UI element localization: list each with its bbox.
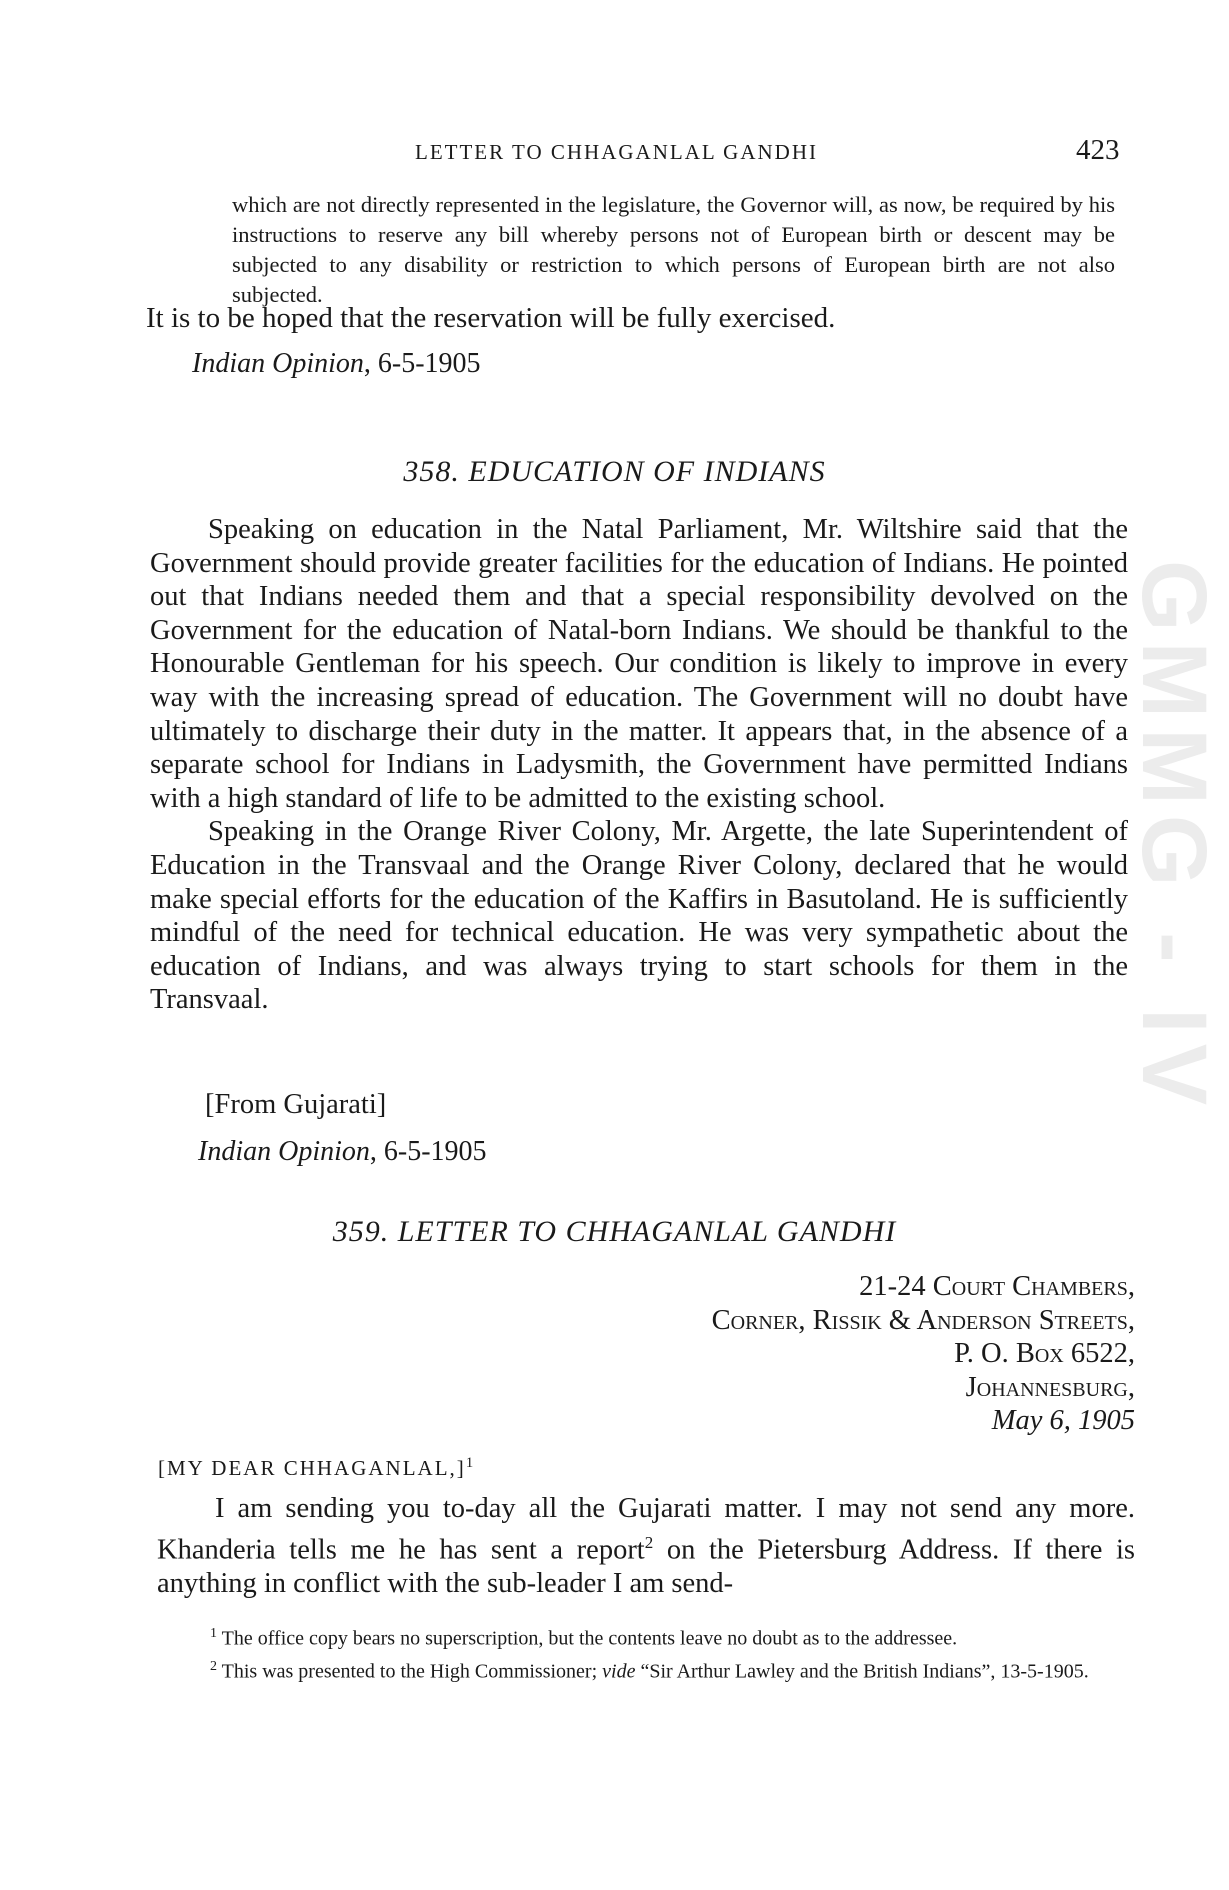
- footnote-mark: 1: [210, 1626, 217, 1641]
- address-line: Corner, Rissik & Anderson Streets,: [711, 1304, 1135, 1336]
- page-number: 423: [1076, 134, 1120, 166]
- footnote-text: This was presented to the High Commissioner;: [221, 1660, 603, 1683]
- article-body-358: [150, 513, 1128, 1017]
- body-text-end: on the Pietersburg Address. If there is anything in conflict with the sub-leader I am send-: [157, 1534, 1135, 1599]
- salutation: [158, 1455, 473, 1481]
- footnotes: [168, 1620, 1128, 1685]
- footnote-ref: 2: [644, 1532, 654, 1552]
- article-heading-359: 359. LETTER TO CHHAGANLAL GANDHI: [332, 1215, 897, 1248]
- footnote-text: “Sir Arthur Lawley and the British Indians”, 13-5-1905.: [635, 1660, 1089, 1683]
- letter-date: May 6, 1905: [991, 1405, 1135, 1437]
- source-date: , 6-5-1905: [363, 348, 481, 379]
- translation-note: [From Gujarati]: [205, 1089, 387, 1120]
- watermark-text: GMMG - IV: [1123, 560, 1225, 1116]
- closing-sentence: It is to be hoped that the reservation will be fully exercised.: [146, 302, 836, 334]
- source-title: Indian Opinion: [192, 348, 364, 379]
- address-line: P. O. Box 6522,: [954, 1338, 1135, 1370]
- running-header: [0, 134, 1229, 174]
- footnote-ref: 1: [465, 1455, 474, 1471]
- source-title: Indian Opinion: [198, 1136, 370, 1167]
- footnote-text: The office copy bears no superscription, but the contents leave no doubt as to the addressee.: [221, 1627, 958, 1650]
- address-line: 21-24 Court Chambers,: [859, 1271, 1135, 1302]
- footnote-mark: 2: [210, 1658, 217, 1674]
- watermark: [1118, 560, 1228, 1320]
- address-line: Johannesburg,: [965, 1371, 1135, 1403]
- paragraph: Speaking on education in the Natal Parliament, Mr. Wiltshire said that the Government should provide greater facilities for the education of Indians. He pointed out that Indians needed them and that a special responsibility devolved on the Government for the education of Natal-born Indians. We should be thankful to the Honourable Gentleman for his speech. Our condition is likely to improve in every way with the increasing spread of education. The Government will no doubt have ultimately to discharge their duty in the matter. It appears that, in the absence of a separate school for Indians in Ladysmith, the Government have permitted Indians with a high standard of life to be admitted to the existing school.: [150, 514, 1128, 814]
- footnote-italic: vide: [602, 1660, 636, 1683]
- source-date: , 6-5-1905: [369, 1136, 487, 1167]
- letter-body: [157, 1492, 1135, 1600]
- paragraph: Speaking in the Orange River Colony, Mr. Argette, the late Superintendent of Education in the Transvaal and the Orange River Colony, declared that he would make special efforts for the education of the Kaffirs in Basutoland. He is sufficiently mindful of the need for technical education. He was very sympathetic about the education of Indians, and was always trying to start schools for them in the Transvaal.: [150, 816, 1128, 1016]
- quote-text: which are not directly represented in the legislature, the Governor will, as now, be required by his instructions to reserve any bill whereby persons not of European birth or descent may be subjected to any disability or restriction to which persons of European birth are not also subjected.: [232, 192, 1115, 307]
- paragraph: [157, 1492, 1135, 1600]
- letter-address: [712, 1270, 1135, 1438]
- article-heading-358: 358. EDUCATION OF INDIANS: [403, 455, 826, 488]
- footnote: [168, 1653, 1128, 1686]
- salutation-text: [MY DEAR CHHAGANLAL,]: [158, 1456, 466, 1480]
- block-quote: [232, 190, 1115, 310]
- source-citation: [198, 1136, 487, 1168]
- source-citation: [192, 348, 481, 380]
- footnote: [168, 1620, 1128, 1653]
- body-text-start: I am sending you to-day all the Gujarati matter. I may not send any more. Khanderia tells me he has sent a report: [157, 1493, 1135, 1566]
- running-title: LETTER TO CHHAGANLAL GANDHI: [415, 140, 818, 164]
